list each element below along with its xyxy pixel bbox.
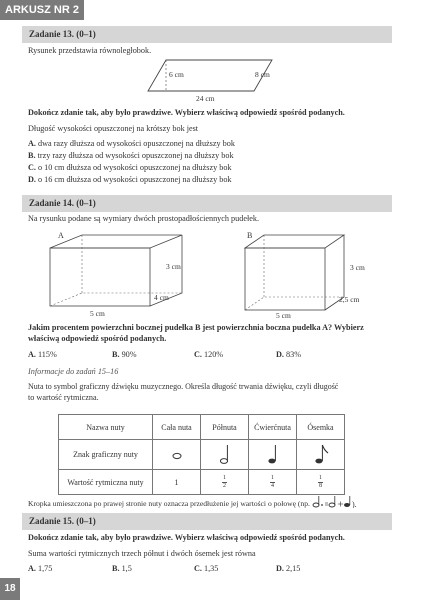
fraction-numerator: 1	[271, 474, 274, 481]
dot-note-text	[28, 496, 358, 509]
whole-note-value: 1	[153, 470, 201, 495]
q15-option-b[interactable]	[112, 564, 132, 574]
q14-option-d[interactable]	[276, 350, 301, 360]
parallelogram-figure	[140, 54, 290, 104]
box-a-width: 5 cm	[90, 309, 105, 318]
q13-option-c[interactable]	[28, 163, 232, 173]
box-b-width: 5 cm	[276, 311, 291, 320]
symbol-row-label: Znak graficzny nuty	[59, 440, 153, 470]
label-base: 24 cm	[196, 94, 215, 103]
option-text: o 10 cm dłuższa od wysokości opuszczonej na dłuższy bok	[38, 163, 232, 172]
q15-option-d[interactable]	[276, 564, 300, 574]
box-a-front	[50, 248, 150, 306]
note-table-value-row	[59, 470, 345, 495]
option-letter: A.	[28, 350, 36, 359]
option-text: dwa razy dłuższa od wysokości opuszczonej na dłuższy bok	[38, 139, 235, 148]
note-table-symbol-row	[59, 440, 345, 470]
q13-option-a[interactable]	[28, 139, 235, 149]
box-b-depth: 2,5 cm	[339, 295, 360, 304]
option-letter: B.	[28, 151, 36, 160]
q13-option-d[interactable]	[28, 175, 232, 185]
q13-stem: Długość wysokości opuszczonej na krótszy bok jest	[28, 124, 199, 133]
q13-intro: Rysunek przedstawia równoległobok.	[28, 46, 152, 55]
q15-instruction: Dokończ zdanie tak, aby było prawdziwe. Wybierz właściwą odpowiedź spośród podanych.	[28, 533, 345, 542]
dotted-note-example-icon	[312, 496, 358, 508]
q14-option-c[interactable]	[194, 350, 223, 360]
note-table-header-row	[59, 415, 345, 440]
option-text: 115%	[38, 350, 57, 359]
option-letter: C.	[28, 163, 36, 172]
page-number: 18	[0, 578, 20, 600]
option-letter: B.	[112, 350, 120, 359]
header-quarter-note: Ćwierćnuta	[249, 415, 297, 440]
option-text: o 16 cm dłuższa od wysokości opuszczonej na dłuższy bok	[38, 175, 232, 184]
option-letter: A.	[28, 139, 36, 148]
value-row-label: Wartość rytmiczna nuty	[59, 470, 153, 495]
header-eighth-note: Ósemka	[297, 415, 345, 440]
header-note-name: Nazwa nuty	[59, 415, 153, 440]
option-text: 1,35	[204, 564, 219, 573]
option-text: 2,15	[286, 564, 301, 573]
q15-option-c[interactable]	[194, 564, 218, 574]
option-letter: C.	[194, 564, 202, 573]
eighth-note-icon	[313, 443, 329, 465]
eighth-note-value	[297, 470, 345, 495]
fraction-denominator: 8	[319, 482, 322, 489]
box-b-height: 3 cm	[350, 263, 365, 272]
option-letter: D.	[28, 175, 36, 184]
fraction-denominator: 4	[271, 482, 274, 489]
quarter-note-cell	[249, 440, 297, 470]
sheet-tag: ARKUSZ NR 2	[0, 0, 84, 20]
box-a-height: 3 cm	[166, 262, 181, 271]
box-b-figure	[238, 226, 398, 320]
q14-header: Zadanie 14. (0–1)	[22, 195, 392, 212]
whole-note-cell	[153, 440, 201, 470]
svg-text:).: ).	[351, 500, 357, 508]
box-b-front	[245, 248, 325, 310]
dot-note-sentence: Kropka umieszczona po prawej stronie nuty oznacza przedłużenie jej wartości o połowę (np.	[28, 499, 310, 508]
option-text: 1,5	[121, 564, 132, 573]
header-half-note: Półnuta	[201, 415, 249, 440]
q13-header: Zadanie 13. (0–1)	[22, 26, 392, 43]
box-a-figure	[28, 226, 208, 320]
option-text: 1,75	[38, 564, 53, 573]
header-whole-note: Cała nuta	[153, 415, 201, 440]
option-letter: B.	[112, 564, 120, 573]
quarter-note-value	[249, 470, 297, 495]
label-height: 6 cm	[169, 70, 184, 79]
whole-note-icon	[170, 447, 184, 461]
option-letter: A.	[28, 564, 36, 573]
q14-intro: Na rysunku podane są wymiary dwóch prostopadłościennych pudełek.	[28, 214, 260, 223]
label-side: 8 cm	[255, 70, 270, 79]
option-letter: C.	[194, 350, 202, 359]
box-a-name: A	[58, 231, 64, 240]
option-text: 83%	[286, 350, 302, 359]
option-text: 90%	[121, 350, 137, 359]
info-title: Informacje do zadań 15–16	[28, 367, 119, 376]
q14-option-b[interactable]	[112, 350, 137, 360]
box-b-name: B	[247, 231, 253, 240]
q14-question-line1: Jakim procentem powierzchni bocznej pudełka B jest powierzchnia boczna pudełka A? Wybierz	[28, 323, 364, 332]
fraction-denominator: 2	[223, 482, 226, 489]
quarter-note-icon	[266, 443, 280, 465]
q15-stem: Suma wartości rytmicznych trzech półnut i dwóch ósemek jest równa	[28, 549, 256, 558]
q15-header: Zadanie 15. (0–1)	[22, 513, 392, 530]
info-line2: to wartość rytmiczna.	[28, 393, 99, 402]
q13-option-b[interactable]	[28, 151, 234, 161]
q14-option-a[interactable]	[28, 350, 57, 360]
eighth-note-cell	[297, 440, 345, 470]
fraction-numerator: 1	[319, 474, 322, 481]
option-letter: D.	[276, 350, 284, 359]
q15-option-a[interactable]	[28, 564, 52, 574]
q13-instruction: Dokończ zdanie tak, aby było prawdziwe. Wybierz właściwą odpowiedź spośród podanych.	[28, 108, 345, 117]
half-note-value	[201, 470, 249, 495]
fraction-numerator: 1	[223, 474, 226, 481]
option-text: 120%	[204, 350, 224, 359]
option-letter: D.	[276, 564, 284, 573]
note-table	[58, 414, 345, 495]
option-text: trzy razy dłuższa od wysokości opuszczonej na dłuższy bok	[37, 151, 234, 160]
half-note-cell	[201, 440, 249, 470]
parallelogram-shape	[148, 60, 272, 91]
half-note-icon	[218, 443, 232, 465]
box-a-depth: 4 cm	[154, 293, 169, 302]
q14-question-line2: właściwą odpowiedź spośród podanych.	[28, 334, 167, 343]
info-line1: Nuta to symbol graficzny dźwięku muzycznego. Określa długość trwania dźwięku, czyli długość	[28, 382, 339, 391]
